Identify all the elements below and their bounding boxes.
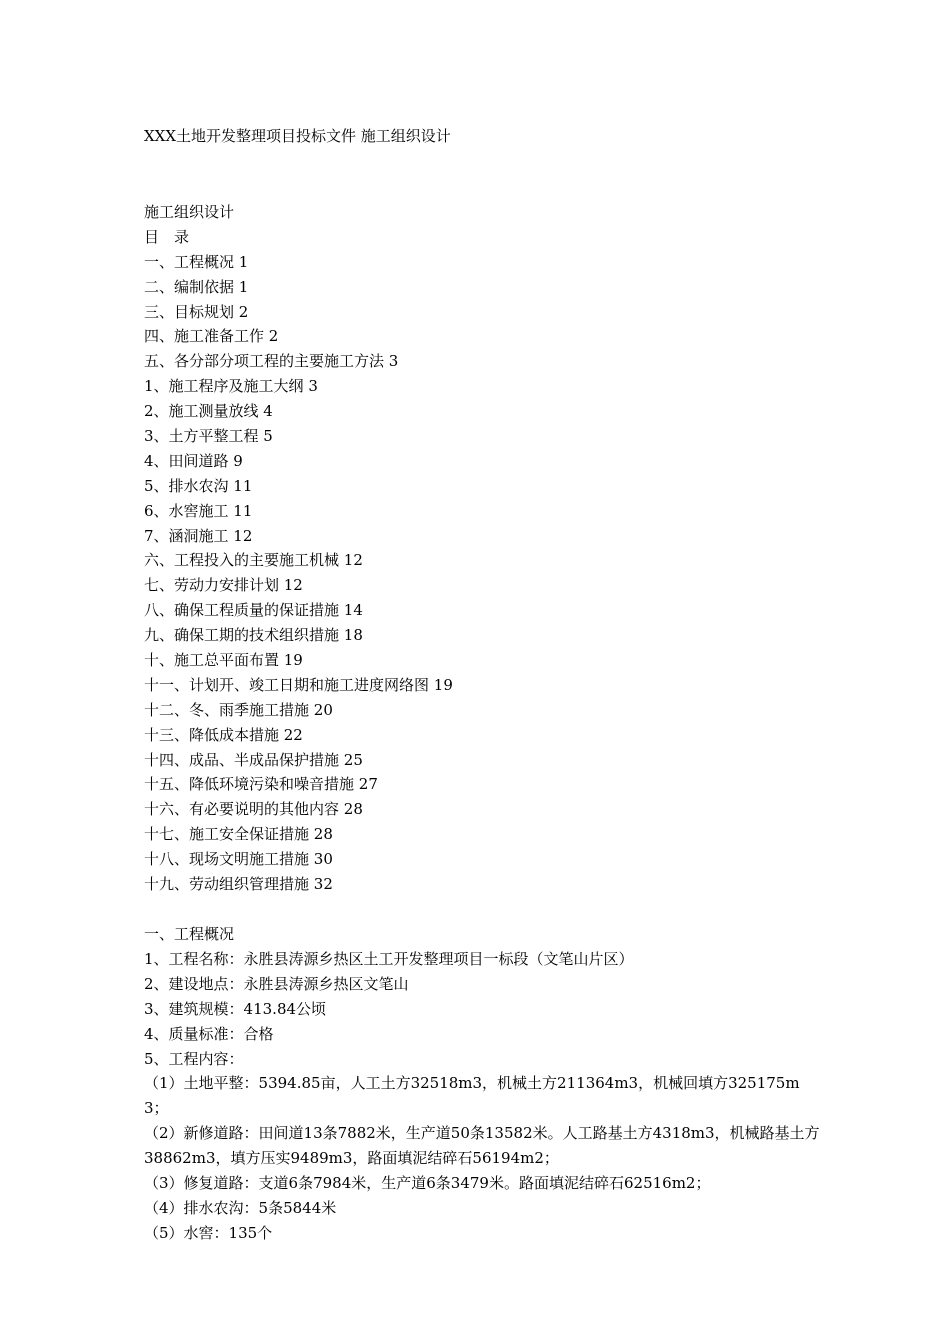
toc-item: 6、水窖施工 11 bbox=[144, 501, 253, 520]
overview-line: （3）修复道路：支道6条7984米，生产道6条3479米。路面填泥结碎石62516m2； bbox=[144, 1174, 711, 1193]
overview-line: （4）排水农沟：5条5844米 bbox=[144, 1198, 337, 1217]
toc-label: 目 录 bbox=[144, 227, 190, 246]
toc-item: 九、确保工期的技术组织措施 18 bbox=[144, 626, 363, 645]
toc-item: 六、工程投入的主要施工机械 12 bbox=[144, 551, 363, 570]
table-of-contents bbox=[144, 200, 824, 897]
overview-line: 4、质量标准：合格 bbox=[144, 1024, 274, 1043]
overview-line: 3、建筑规模：413.84公顷 bbox=[144, 999, 327, 1018]
toc-item: 5、排水农沟 11 bbox=[144, 476, 253, 495]
overview-line: 5、工程内容： bbox=[144, 1049, 244, 1068]
document-title: XXX土地开发整理项目投标文件 施工组织设计 bbox=[144, 127, 451, 145]
toc-item: 十六、有必要说明的其他内容 28 bbox=[144, 800, 363, 819]
toc-item: 十七、施工安全保证措施 28 bbox=[144, 825, 333, 844]
toc-item: 十、施工总平面布置 19 bbox=[144, 651, 303, 670]
overview-line: 1、工程名称：永胜县涛源乡热区土工开发整理项目一标段（文笔山片区） bbox=[144, 949, 634, 968]
toc-item: 二、编制依据 1 bbox=[144, 277, 249, 296]
toc-item: 一、工程概况 1 bbox=[144, 252, 249, 271]
overview-line: （2）新修道路：田间道13条7882米，生产道50条13582米。人工路基土方4318m3，机械路基土方38862m3，填方压实9489m3，路面填泥结碎石56194m2； bbox=[144, 1124, 820, 1168]
overview-line: （1）土地平整：5394.85亩，人工土方32518m3，机械土方211364m3，机械回填方325175m3； bbox=[144, 1074, 800, 1118]
overview-line: （5）水窖：135个 bbox=[144, 1223, 273, 1242]
toc-item: 十八、现场文明施工措施 30 bbox=[144, 850, 333, 869]
toc-heading: 施工组织设计 bbox=[144, 203, 235, 221]
toc-item: 四、施工准备工作 2 bbox=[144, 327, 279, 346]
toc-item: 五、各分部分项工程的主要施工方法 3 bbox=[144, 352, 399, 371]
toc-item: 3、土方平整工程 5 bbox=[144, 427, 273, 446]
toc-item: 1、施工程序及施工大纲 3 bbox=[144, 377, 318, 396]
section-heading: 一、工程概况 bbox=[144, 925, 235, 943]
toc-item: 十四、成品、半成品保护措施 25 bbox=[144, 750, 363, 769]
toc-item: 4、田间道路 9 bbox=[144, 451, 243, 470]
toc-item: 2、施工测量放线 4 bbox=[144, 402, 273, 421]
toc-item: 三、目标规划 2 bbox=[144, 302, 249, 321]
toc-item: 八、确保工程质量的保证措施 14 bbox=[144, 601, 363, 620]
toc-item: 十三、降低成本措施 22 bbox=[144, 725, 303, 744]
toc-item: 7、涵洞施工 12 bbox=[144, 526, 253, 545]
toc-item: 十一、计划开、竣工日期和施工进度网络图 19 bbox=[144, 675, 453, 694]
toc-item: 十二、冬、雨季施工措施 20 bbox=[144, 700, 333, 719]
toc-item: 十五、降低环境污染和噪音措施 27 bbox=[144, 775, 378, 794]
toc-item: 七、劳动力安排计划 12 bbox=[144, 576, 303, 595]
toc-item: 十九、劳动组织管理措施 32 bbox=[144, 875, 333, 894]
overview-line: 2、建设地点：永胜县涛源乡热区文笔山 bbox=[144, 974, 409, 993]
section-project-overview bbox=[144, 922, 824, 1246]
